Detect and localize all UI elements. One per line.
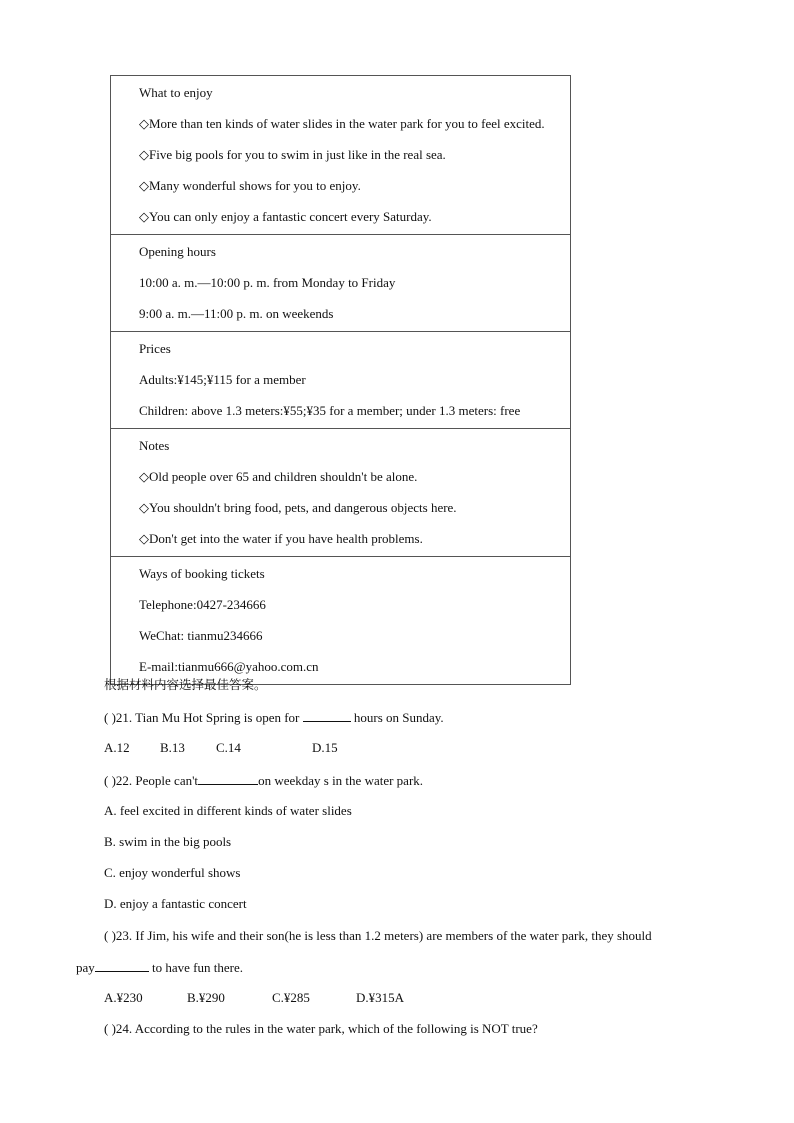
option-d[interactable]: D. enjoy a fantastic concert (104, 896, 247, 911)
option-d[interactable]: D.15 (312, 740, 338, 755)
instruction: 根据材料内容选择最佳答案。 (104, 677, 267, 692)
price-item: Children: above 1.3 meters:¥55;¥35 for a member; under 1.3 meters: free (139, 403, 521, 418)
section-title: Opening hours (139, 244, 216, 259)
answer-paren: ( ) (104, 710, 116, 725)
question-text: 21. Tian Mu Hot Spring is open for (115, 710, 303, 725)
question-21 (104, 709, 444, 726)
question-text: pay (76, 960, 95, 975)
question-text: hours on Sunday. (350, 710, 444, 725)
options-23 (104, 990, 404, 1006)
section-title: Prices (139, 341, 171, 356)
option-b[interactable]: B.¥290 (187, 990, 225, 1005)
section-title: Ways of booking tickets (139, 566, 265, 581)
note-item: ◇You shouldn't bring food, pets, and dangerous objects here. (139, 500, 457, 515)
question-23-continued (76, 959, 243, 976)
price-item: Adults:¥145;¥115 for a member (139, 372, 306, 387)
hours-item: 10:00 a. m.—10:00 p. m. from Monday to Friday (139, 275, 396, 290)
question-text: on weekday s in the water park. (258, 773, 424, 788)
enjoy-item: ◇Five big pools for you to swim in just like in the real sea. (139, 147, 446, 162)
option-b[interactable]: B. swim in the big pools (104, 834, 232, 849)
note-item: ◇Old people over 65 and children shouldn't be alone. (139, 469, 418, 484)
section-notes (111, 428, 570, 556)
option-c[interactable]: C.¥285 (272, 990, 310, 1005)
enjoy-item: ◇You can only enjoy a fantastic concert every Saturday. (139, 209, 432, 224)
option-d[interactable]: D.¥315A (356, 990, 405, 1005)
section-booking (111, 556, 570, 684)
section-what-to-enjoy (111, 76, 570, 234)
booking-item: Telephone:0427-234666 (139, 597, 266, 612)
question-24 (104, 1021, 538, 1037)
option-a[interactable]: A. feel excited in different kinds of water slides (104, 803, 352, 818)
question-text: 24. According to the rules in the water park, which of the following is NOT true? (115, 1021, 538, 1036)
option-c[interactable]: C.14 (216, 740, 241, 755)
enjoy-item: ◇Many wonderful shows for you to enjoy. (139, 178, 361, 193)
question-23 (104, 928, 652, 944)
question-text: to have fun there. (148, 960, 243, 975)
question-text: 23. If Jim, his wife and their son(he is less than 1.2 meters) are members of the water park, they should (115, 928, 652, 943)
option-a[interactable]: A.12 (104, 740, 130, 755)
answer-paren: ( ) (104, 773, 116, 788)
answer-paren: ( ) (104, 1021, 116, 1036)
answer-blank[interactable] (198, 772, 258, 785)
question-22 (104, 772, 423, 789)
enjoy-item: ◇More than ten kinds of water slides in the water park for you to feel excited. (139, 116, 545, 131)
question-text: 22. People can't (115, 773, 199, 788)
section-opening-hours (111, 234, 570, 331)
section-title: Notes (139, 438, 170, 453)
answer-paren: ( ) (104, 928, 116, 943)
option-a[interactable]: A.¥230 (104, 990, 143, 1005)
answer-blank[interactable] (303, 709, 351, 722)
note-item: ◇Don't get into the water if you have health problems. (139, 531, 423, 546)
option-c[interactable]: C. enjoy wonderful shows (104, 865, 241, 880)
section-prices (111, 331, 570, 428)
section-title: What to enjoy (139, 85, 213, 100)
booking-item: WeChat: tianmu234666 (139, 628, 263, 643)
option-b[interactable]: B.13 (160, 740, 185, 755)
options-21 (104, 740, 338, 756)
hours-item: 9:00 a. m.—11:00 p. m. on weekends (139, 306, 334, 321)
answer-blank[interactable] (95, 959, 149, 972)
info-table (110, 75, 571, 685)
booking-item: E-mail:tianmu666@yahoo.com.cn (139, 659, 319, 674)
